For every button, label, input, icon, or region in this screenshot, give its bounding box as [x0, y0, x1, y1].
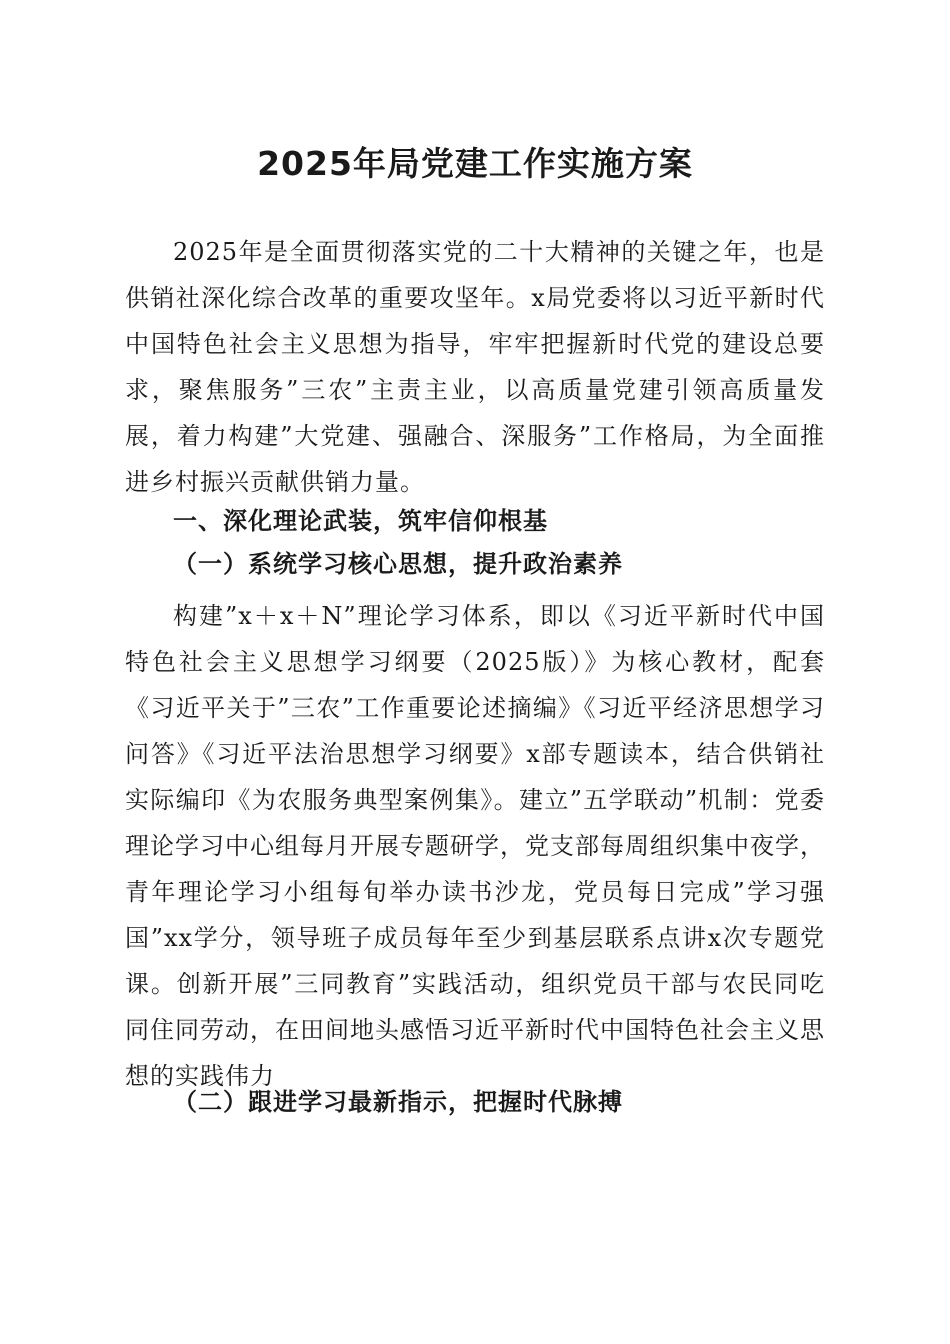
subsection-1-paragraph: 构建”x＋x＋N”理论学习体系，即以《习近平新时代中国特色社会主义思想学习纲要（2025版）》为核心教材，配套《习近平关于”三农”工作重要论述摘编》《习近平经济思想学习问答》《习近平法治思想学习纲要》x部专题读本，结合供销社实际编印《为农服务典型案例集》。建立”五学联动”机制：党委理论学习中心组每月开展专题研学，党支部每周组织集中夜学，青年理论学习小组每旬举办读书沙龙，党员每日完成”学习强国”xx学分，领导班子成员每年至少到基层联系点讲x次专题党课。创新开展”三同教育”实践活动，组织党员干部与农民同吃同住同劳动，在田间地头感悟习近平新时代中国特色社会主义思想的实践伟力 — [125, 602, 825, 1090]
subsection-2-heading: （二）跟进学习最新指示，把握时代脉搏 — [173, 1087, 623, 1116]
document-title: 2025年局党建工作实施方案 — [257, 144, 693, 183]
intro-paragraph: 2025年是全面贯彻落实党的二十大精神的关键之年，也是供销社深化综合改革的重要攻坚年。x局党委将以习近平新时代中国特色社会主义思想为指导，牢牢把握新时代党的建设总要求，聚焦服务”三农”主责主业，以高质量党建引领高质量发展，着力构建”大党建、强融合、深服务”工作格局，为全面推进乡村振兴贡献供销力量。 — [125, 238, 825, 496]
subsection-1-heading: （一）系统学习核心思想，提升政治素养 — [173, 549, 623, 578]
section-1-heading: 一、深化理论武装，筑牢信仰根基 — [173, 507, 548, 535]
